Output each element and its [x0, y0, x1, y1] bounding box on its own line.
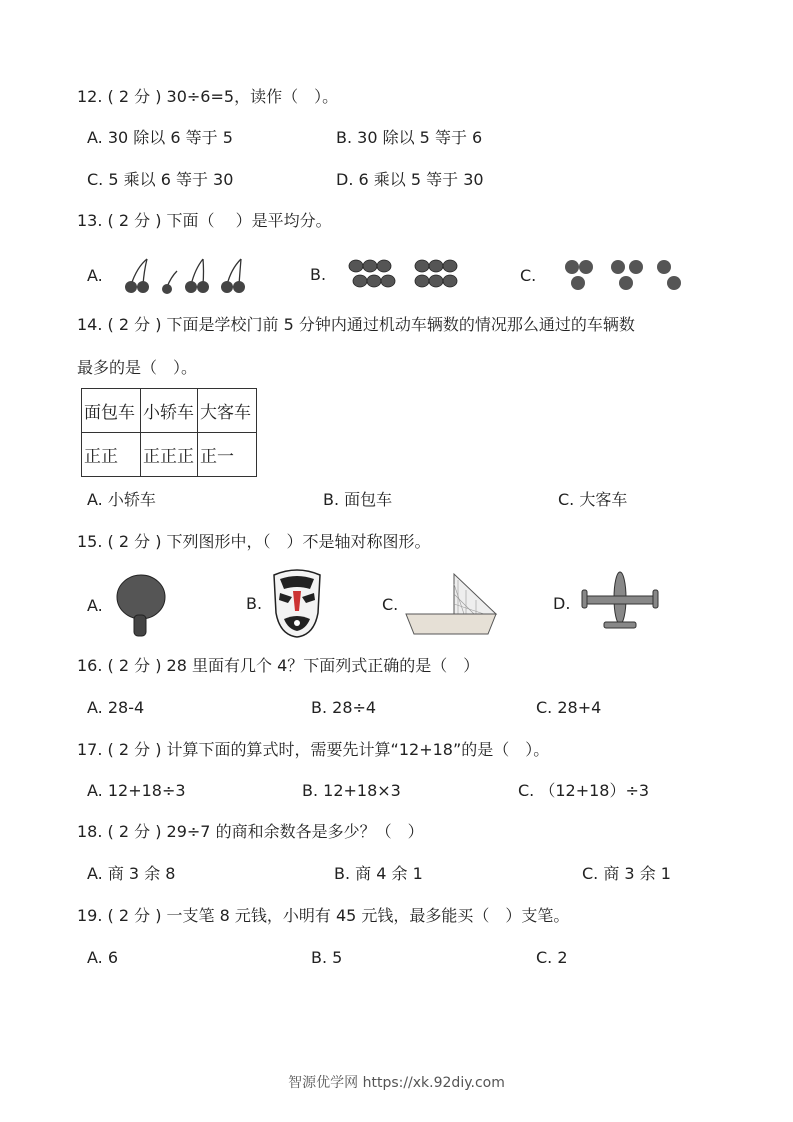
- q16-option-b: B. 28÷4: [311, 698, 377, 717]
- question-15-stem: 15. ( 2 分 ) 下列图形中，（ ）不是轴对称图形。: [77, 532, 431, 551]
- q14-option-b: B. 面包车: [323, 490, 393, 509]
- q15-option-b: [246, 567, 328, 639]
- option-label: C.: [520, 265, 537, 285]
- option-label: A.: [87, 265, 103, 285]
- opera-mask-image: [266, 567, 328, 639]
- q16-option-c: C. 28+4: [536, 698, 602, 717]
- q13-option-a: [87, 255, 257, 295]
- q15-option-a: [87, 572, 169, 638]
- option-label: B.: [310, 264, 327, 284]
- option-label: C.: [382, 594, 399, 614]
- cherries-image: [107, 255, 257, 295]
- q15-option-c: [382, 570, 500, 638]
- table-header-cell: 大客车: [198, 389, 257, 433]
- q13-option-c: [520, 257, 690, 293]
- q12-option-b: B. 30 除以 5 等于 6: [336, 128, 483, 147]
- q18-option-b: B. 商 4 余 1: [334, 864, 423, 883]
- q14-option-a: A. 小轿车: [87, 490, 156, 509]
- question-12-stem: 12. ( 2 分 ) 30÷6=5，读作（ ）。: [77, 87, 339, 106]
- option-label: D.: [553, 593, 571, 613]
- q17-option-c: C. （12+18）÷3: [518, 781, 650, 800]
- q12-option-c: C. 5 乘以 6 等于 30: [87, 170, 234, 189]
- vehicle-tally-table: [81, 388, 257, 477]
- table-cell: 正正正: [141, 433, 198, 477]
- table-cell: 正正: [82, 433, 141, 477]
- q19-option-b: B. 5: [311, 948, 343, 967]
- q15-option-d: [553, 570, 666, 636]
- option-label: A.: [87, 595, 103, 615]
- table-cell: 正一: [198, 433, 257, 477]
- option-label: B.: [246, 593, 263, 613]
- table-header-row: [82, 389, 257, 433]
- table-header-cell: 小轿车: [141, 389, 198, 433]
- q19-option-a: A. 6: [87, 948, 119, 967]
- q19-option-c: C. 2: [536, 948, 568, 967]
- sailboat-image: [402, 570, 500, 638]
- question-19-stem: 19. ( 2 分 ) 一支笔 8 元钱，小明有 45 元钱，最多能买（ ）支笔。: [77, 906, 570, 925]
- question-18-stem: 18. ( 2 分 ) 29÷7 的商和余数各是多少？（ ）: [77, 822, 424, 841]
- q17-option-b: B. 12+18×3: [302, 781, 401, 800]
- tomatoes-image: [540, 257, 690, 293]
- q12-option-d: D. 6 乘以 5 等于 30: [336, 170, 484, 189]
- question-16-stem: 16. ( 2 分 ) 28 里面有几个 4？下面列式正确的是（ ）: [77, 656, 480, 675]
- q12-option-a: A. 30 除以 6 等于 5: [87, 128, 233, 147]
- question-17-stem: 17. ( 2 分 ) 计算下面的算式时，需要先计算“12+18”的是（ ）。: [77, 740, 550, 759]
- question-14-stem-line1: 14. ( 2 分 ) 下面是学校门前 5 分钟内通过机动车辆数的情况那么通过的车辆数: [77, 315, 635, 334]
- q14-option-c: C. 大客车: [558, 490, 628, 509]
- q17-option-a: A. 12+18÷3: [87, 781, 186, 800]
- q16-option-a: A. 28-4: [87, 698, 145, 717]
- page-footer: 智源优学网 https://xk.92diy.com: [288, 1075, 505, 1091]
- ping-pong-paddle-image: [107, 572, 169, 638]
- strawberries-image: [330, 257, 470, 291]
- table-row: [82, 433, 257, 477]
- question-14-stem-line2: 最多的是（ ）。: [77, 358, 198, 377]
- table-header-cell: 面包车: [82, 389, 141, 433]
- question-13-stem: 13. ( 2 分 ) 下面（ ）是平均分。: [77, 211, 332, 230]
- q13-option-b: [310, 257, 470, 291]
- q18-option-a: A. 商 3 余 8: [87, 864, 176, 883]
- airplane-image: [574, 570, 666, 636]
- q18-option-c: C. 商 3 余 1: [582, 864, 671, 883]
